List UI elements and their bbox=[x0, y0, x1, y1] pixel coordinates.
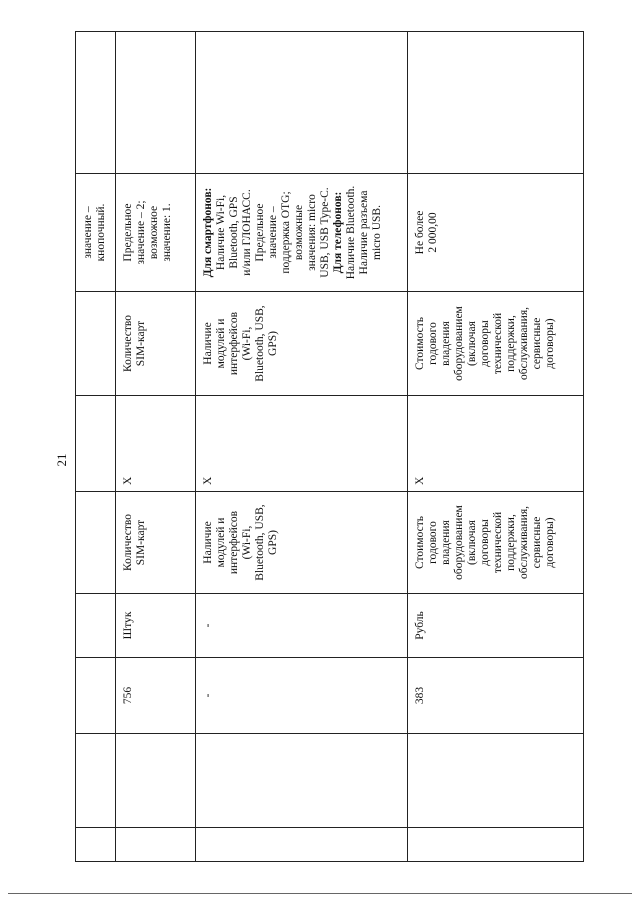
cell-text: Bluetooth, USB, bbox=[254, 504, 266, 581]
cell-text: (Wi-Fi, bbox=[241, 326, 253, 361]
row-value: - bbox=[202, 693, 214, 698]
cell-text: Не более bbox=[414, 210, 426, 255]
specs-table-container bbox=[75, 32, 583, 862]
table-row bbox=[76, 32, 116, 862]
cell-text: договоры) bbox=[544, 517, 556, 568]
cell-text: и/или ГЛОНАСС. bbox=[241, 189, 253, 276]
cell-text: сервисные bbox=[531, 516, 543, 569]
cell bbox=[76, 658, 116, 734]
cell-text: возможные bbox=[293, 204, 305, 261]
cell-text: оборудованием bbox=[453, 505, 465, 580]
cell-text: значение – bbox=[82, 206, 94, 259]
cell-text: договоры bbox=[479, 320, 491, 367]
cell-text: значение – bbox=[267, 206, 279, 259]
cell bbox=[196, 32, 408, 174]
cell-text: (включая bbox=[466, 321, 478, 366]
smartphones-heading: Для смартфонов bbox=[202, 191, 214, 278]
cell-text: поддержки, bbox=[505, 315, 517, 372]
cell-text: Наличие разъема bbox=[358, 190, 370, 275]
cell-text: Количество bbox=[122, 514, 134, 571]
cell-text: технической bbox=[492, 312, 504, 375]
cell bbox=[408, 594, 584, 658]
cell bbox=[116, 174, 196, 292]
cell bbox=[76, 174, 116, 292]
cell bbox=[408, 396, 584, 492]
cell bbox=[116, 292, 196, 396]
cell bbox=[76, 396, 116, 492]
specs-table bbox=[75, 31, 584, 862]
cell bbox=[76, 492, 116, 594]
x-mark: X bbox=[122, 476, 134, 485]
cell-text: Bluetooth, USB, bbox=[254, 305, 266, 382]
cell bbox=[196, 658, 408, 734]
cell bbox=[408, 174, 584, 292]
cell-text: годового bbox=[427, 521, 439, 564]
cell-text: технической bbox=[492, 511, 504, 574]
table-row bbox=[196, 32, 408, 862]
cell bbox=[196, 292, 408, 396]
cell-text: значения: micro bbox=[306, 194, 318, 271]
cell bbox=[116, 396, 196, 492]
cell bbox=[116, 492, 196, 594]
cell-text: Предельное bbox=[122, 203, 134, 262]
cell-text: Предельное bbox=[254, 203, 266, 262]
cell bbox=[408, 492, 584, 594]
row-value: 756 bbox=[122, 686, 134, 705]
cell-text: Bluetooth, GPS bbox=[228, 196, 240, 269]
cell-text: micro USB. bbox=[371, 205, 383, 260]
cell: Для смартфонов: Наличие Wi-Fi, Bluetooth, GPS и/или ГЛОНАСС. Предельное значение – поддержка OTG; возможные значения: micro USB, USB Type-C. Для телефонов: Наличие Bluetooth. Наличие разъема micro USB. bbox=[196, 174, 408, 292]
cell bbox=[196, 396, 408, 492]
cell bbox=[116, 32, 196, 174]
cell-text: возможное bbox=[148, 205, 160, 260]
page-bottom-divider bbox=[8, 893, 632, 894]
cell bbox=[196, 492, 408, 594]
unit-label: - bbox=[202, 623, 214, 628]
cell-text: интерфейсов bbox=[228, 311, 240, 376]
cell bbox=[76, 32, 116, 174]
cell-text: SIM-карт bbox=[135, 320, 147, 367]
cell-text: владения bbox=[440, 321, 452, 366]
cell bbox=[76, 734, 116, 828]
cell bbox=[408, 292, 584, 396]
cell-text: владения bbox=[440, 520, 452, 565]
cell bbox=[116, 658, 196, 734]
cell-text: договоры) bbox=[544, 318, 556, 369]
cell-text: Стоимость bbox=[414, 317, 426, 370]
cell bbox=[408, 828, 584, 862]
x-mark: X bbox=[414, 476, 426, 485]
page-number: 21 bbox=[54, 453, 69, 467]
cell-text: (Wi-Fi, bbox=[241, 525, 253, 560]
cell-text: интерфейсов bbox=[228, 510, 240, 575]
cell bbox=[408, 734, 584, 828]
cell-text: сервисные bbox=[531, 317, 543, 370]
cell-text: обслуживания, bbox=[518, 506, 530, 579]
cell-text: модулей и bbox=[215, 318, 227, 369]
cell-text: обслуживания, bbox=[518, 307, 530, 380]
cell-text: Наличие Wi-Fi, bbox=[215, 194, 227, 271]
row-value: 383 bbox=[414, 686, 426, 705]
cell-text: Наличие Bluetooth. bbox=[345, 185, 357, 280]
unit-label: Штук bbox=[122, 611, 134, 640]
unit-label: Рубль bbox=[414, 611, 426, 640]
cell-text: 2 000,00 bbox=[427, 212, 439, 253]
table-row bbox=[116, 32, 196, 862]
cell-text: GPS) bbox=[267, 331, 279, 356]
cell bbox=[196, 594, 408, 658]
table-row bbox=[408, 32, 584, 862]
cell-text: (включая bbox=[466, 520, 478, 565]
cell-text: поддержка OTG; bbox=[280, 191, 292, 274]
cell-text: значение – 2; bbox=[135, 200, 147, 265]
cell bbox=[196, 734, 408, 828]
cell-text: Наличие bbox=[202, 521, 214, 564]
cell bbox=[116, 594, 196, 658]
cell-text: годового bbox=[427, 322, 439, 365]
cell-text: USB, USB Type-C. bbox=[319, 187, 331, 278]
cell-text: Количество bbox=[122, 315, 134, 372]
cell bbox=[116, 734, 196, 828]
cell bbox=[76, 594, 116, 658]
x-mark: X bbox=[202, 476, 214, 485]
cell bbox=[76, 292, 116, 396]
cell bbox=[116, 828, 196, 862]
cell-text: SIM-карт bbox=[135, 519, 147, 566]
cell-text: значение: 1. bbox=[161, 203, 173, 262]
cell-text: Стоимость bbox=[414, 516, 426, 569]
cell-text: GPS) bbox=[267, 530, 279, 555]
cell bbox=[408, 658, 584, 734]
cell bbox=[76, 828, 116, 862]
cell bbox=[196, 828, 408, 862]
cell-text: поддержки, bbox=[505, 514, 517, 571]
phones-heading: Для телефонов bbox=[332, 195, 344, 274]
cell-text: модулей и bbox=[215, 517, 227, 568]
cell-text: кнопочный. bbox=[95, 203, 107, 262]
cell-text: оборудованием bbox=[453, 306, 465, 381]
cell-text: договоры bbox=[479, 519, 491, 566]
cell-text: Наличие bbox=[202, 322, 214, 365]
cell bbox=[408, 32, 584, 174]
